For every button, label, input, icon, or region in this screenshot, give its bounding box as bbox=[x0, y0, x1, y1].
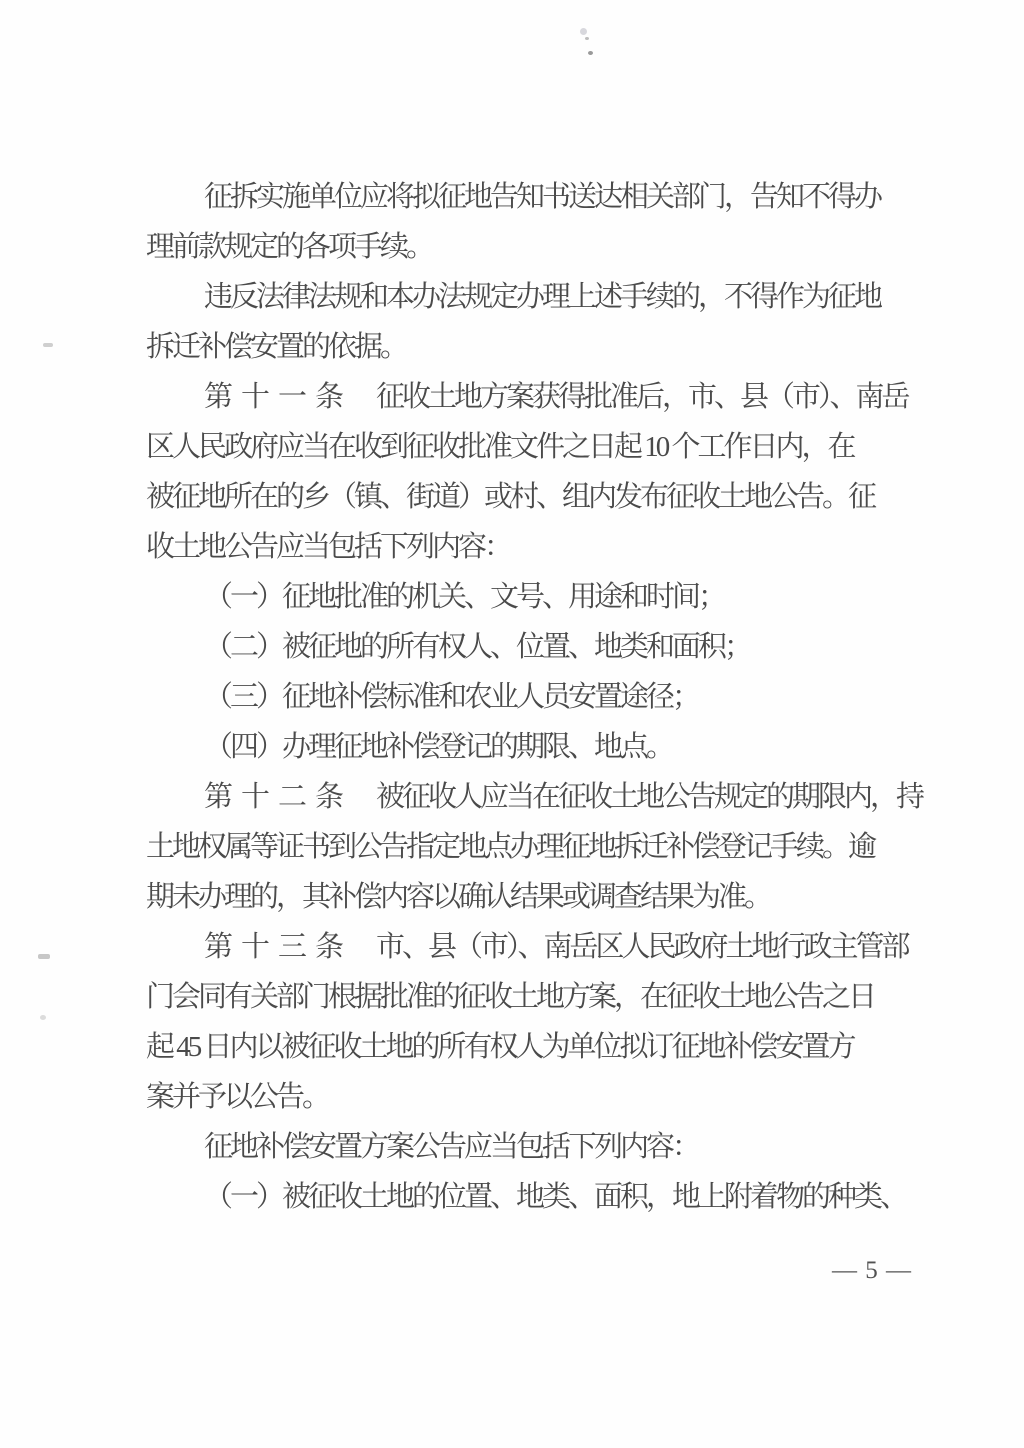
text-block bbox=[146, 172, 921, 1222]
text-line: 征拆实施单位应将拟征地告知书送达相关部门，告知不得办 bbox=[204, 181, 881, 213]
scan-speck bbox=[38, 954, 50, 959]
text-line: 土地权属等证书到公告指定地点办理征地拆迁补偿登记手续。逾 bbox=[146, 831, 875, 863]
text-line: 门会同有关部门根据批准的征收土地方案，在征收土地公告之日 bbox=[146, 981, 875, 1013]
scan-speck bbox=[43, 343, 53, 347]
scan-speck bbox=[40, 1015, 46, 1020]
text-line: 理前款规定的各项手续。 bbox=[146, 231, 433, 263]
scan-speck bbox=[588, 51, 593, 55]
article-number: 第十一条 bbox=[204, 381, 353, 413]
article-number: 第十三条 bbox=[204, 931, 353, 963]
scan-speck bbox=[585, 37, 589, 40]
text-line: 被征地所在的乡（镇、街道）或村、组内发布征收土地公告。征 bbox=[146, 481, 875, 513]
text-line: 违反法律法规和本办法规定办理上述手续的，不得作为征地 bbox=[204, 281, 881, 313]
article-number: 第十二条 bbox=[204, 781, 353, 813]
article-line: 第十一条 征收土地方案获得批准后，市、县（市）、南岳 bbox=[204, 381, 908, 413]
text-line: （一）征地批准的机关、文号、用途和时间； bbox=[204, 581, 725, 613]
text-line: （三）征地补偿标准和农业人员安置途径； bbox=[204, 681, 699, 713]
text-line: 拆迁补偿安置的依据。 bbox=[146, 331, 407, 363]
article-line: 第十二条 被征收人应当在征收土地公告规定的期限内，持 bbox=[204, 781, 923, 813]
text-line: 区人民政府应当在收到征收批准文件之日起 10 个工作日内，在 bbox=[146, 431, 854, 463]
text-line: 期未办理的，其补偿内容以确认结果或调查结果为准。 bbox=[146, 881, 771, 913]
text-line: （二）被征地的所有权人、位置、地类和面积； bbox=[204, 631, 751, 663]
text-line: （四）办理征地补偿登记的期限、地点。 bbox=[204, 731, 673, 763]
text-line: 案并予以公告。 bbox=[146, 1081, 329, 1113]
text-line: （一）被征收土地的位置、地类、面积，地上附着物的种类、 bbox=[204, 1181, 907, 1213]
page-number: — 5 — bbox=[832, 1257, 912, 1284]
text-line: 收土地公告应当包括下列内容： bbox=[146, 531, 511, 563]
article-line: 第十三条 市、县（市）、南岳区人民政府土地行政主管部 bbox=[204, 931, 908, 963]
scan-speck bbox=[580, 28, 587, 35]
text-line: 起 45 日内以被征收土地的所有权人为单位拟订征地补偿安置方 bbox=[146, 1031, 854, 1063]
text-line: 征地补偿安置方案公告应当包括下列内容： bbox=[204, 1131, 699, 1163]
